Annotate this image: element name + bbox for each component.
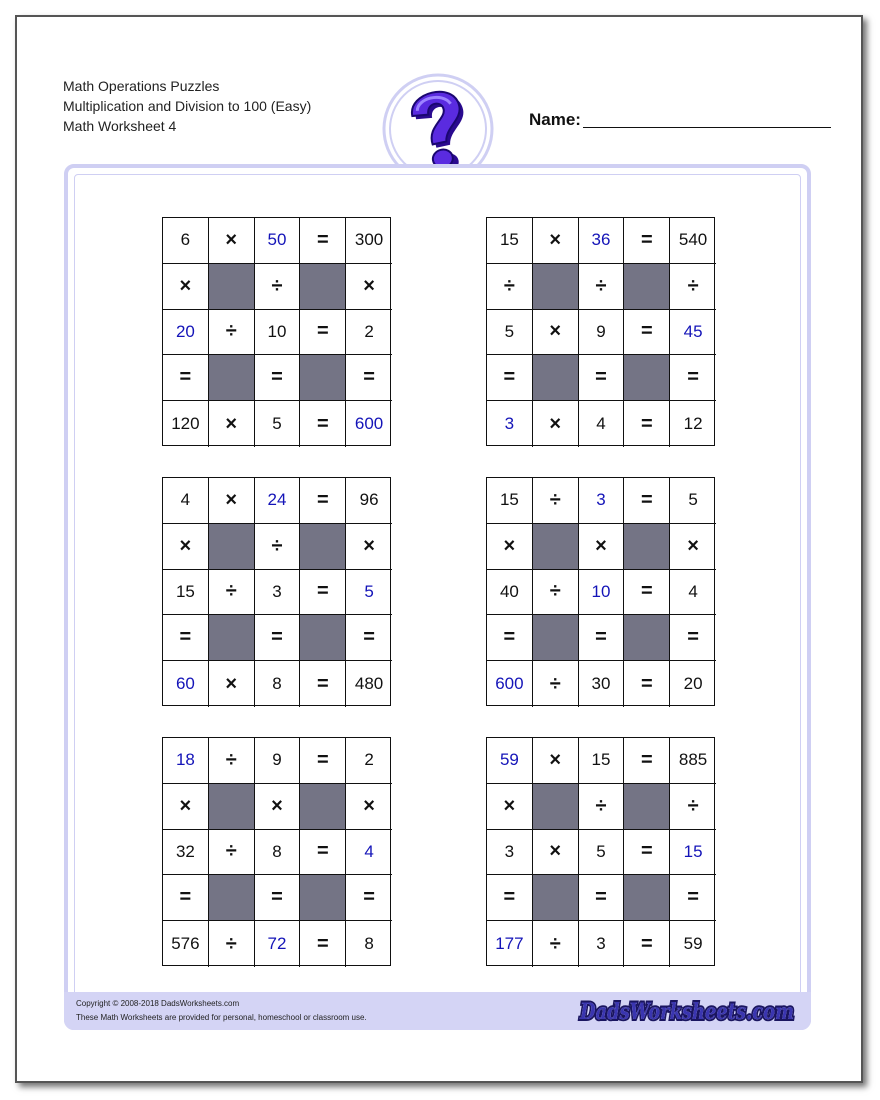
number-cell: 59 xyxy=(683,934,703,954)
shaded-cell xyxy=(533,615,579,661)
answer-cell: 15 xyxy=(670,830,716,876)
shaded-cell xyxy=(300,264,346,310)
operator-cell: × xyxy=(163,524,209,570)
operator-cell: × xyxy=(533,401,579,447)
number-cell: 9 xyxy=(255,738,301,784)
operator-cell: × xyxy=(255,784,301,830)
puzzle-grid-3 xyxy=(162,477,391,706)
shaded-cell xyxy=(533,264,579,310)
operator-cell: = xyxy=(624,738,670,784)
operator-cell: = xyxy=(487,875,533,921)
answer-cell: 18 xyxy=(163,738,209,784)
operator-cell: × xyxy=(209,401,255,447)
shaded-cell xyxy=(624,784,670,830)
operator-cell: = xyxy=(624,478,670,524)
operator-cell: × xyxy=(209,478,255,524)
operator-cell: = xyxy=(670,615,716,661)
number-cell: 15 xyxy=(487,478,533,524)
operator-cell: = xyxy=(300,310,346,356)
shaded-cell xyxy=(624,615,670,661)
number-cell: 12 xyxy=(683,414,703,434)
answer-cell: 50 xyxy=(255,218,301,264)
number-cell: 10 xyxy=(255,310,301,356)
number-cell: 8 xyxy=(255,830,301,876)
number-cell: 540 xyxy=(670,218,716,264)
number-cell: 8 xyxy=(364,934,374,954)
puzzle-grid-2 xyxy=(486,217,715,446)
operator-cell: = xyxy=(300,661,346,707)
operator-cell: ÷ xyxy=(533,478,579,524)
operator-cell: = xyxy=(624,401,670,447)
answer-cell: 60 xyxy=(163,661,209,707)
name-label: Name: xyxy=(529,110,581,129)
number-cell: 300 xyxy=(346,218,392,264)
number-cell: 32 xyxy=(163,830,209,876)
answer-cell: 10 xyxy=(579,570,625,616)
name-field[interactable] xyxy=(583,127,831,128)
operator-cell: = xyxy=(255,875,301,921)
operator-cell: = xyxy=(163,875,209,921)
operator-cell: = xyxy=(163,615,209,661)
answer-cell: 59 xyxy=(487,738,533,784)
number-cell: 30 xyxy=(579,661,625,707)
number-cell: 5 xyxy=(255,401,301,447)
number-cell: 5 xyxy=(579,830,625,876)
operator-cell: = xyxy=(163,355,209,401)
worksheet-title: Math Operations Puzzles xyxy=(63,78,220,94)
number-cell: 5 xyxy=(487,310,533,356)
shaded-cell xyxy=(300,524,346,570)
shaded-cell xyxy=(209,524,255,570)
number-cell: 40 xyxy=(487,570,533,616)
answer-cell: 45 xyxy=(670,310,716,356)
shaded-cell xyxy=(624,524,670,570)
shaded-cell xyxy=(533,875,579,921)
answer-cell: 3 xyxy=(579,478,625,524)
number-cell: 4 xyxy=(163,478,209,524)
operator-cell: ÷ xyxy=(209,921,255,967)
svg-text:DadsWorksheets.com: DadsWorksheets.com xyxy=(579,999,794,1025)
answer-cell: 5 xyxy=(346,570,392,616)
number-cell: 20 xyxy=(683,674,703,694)
operator-cell: ÷ xyxy=(209,570,255,616)
svg-text:DadsWorksheets.com: DadsWorksheets.com xyxy=(579,999,794,1025)
operator-cell: = xyxy=(300,738,346,784)
puzzle-grid-6 xyxy=(486,737,715,966)
number-cell: 15 xyxy=(163,570,209,616)
operator-cell: ÷ xyxy=(487,264,533,310)
operator-cell: × xyxy=(533,830,579,876)
shaded-cell xyxy=(624,264,670,310)
answer-cell: 4 xyxy=(346,830,392,876)
operator-cell: ÷ xyxy=(670,784,716,830)
operator-cell: = xyxy=(579,875,625,921)
operator-cell: × xyxy=(346,524,392,570)
operator-cell: ÷ xyxy=(209,738,255,784)
shaded-cell xyxy=(533,524,579,570)
number-cell: 4 xyxy=(579,401,625,447)
shaded-cell xyxy=(300,875,346,921)
number-cell: 3 xyxy=(487,830,533,876)
number-cell: 15 xyxy=(579,738,625,784)
operator-cell: × xyxy=(346,784,392,830)
operator-cell: ÷ xyxy=(533,661,579,707)
answer-cell: 177 xyxy=(487,921,533,967)
operator-cell: = xyxy=(300,478,346,524)
operator-cell: = xyxy=(624,310,670,356)
shaded-cell xyxy=(209,355,255,401)
number-cell: 6 xyxy=(163,218,209,264)
shaded-cell xyxy=(209,875,255,921)
operator-cell: ÷ xyxy=(533,921,579,967)
number-cell: 3 xyxy=(255,570,301,616)
dadsworksheets-logo xyxy=(574,994,800,1028)
copyright-text: Copyright © 2008-2018 DadsWorksheets.com xyxy=(76,999,240,1008)
worksheet-subtitle: Multiplication and Division to 100 (Easy) xyxy=(63,98,312,114)
number-cell: 2 xyxy=(346,310,392,356)
shaded-cell xyxy=(300,784,346,830)
number-cell: 576 xyxy=(163,921,209,967)
operator-cell: = xyxy=(670,355,716,401)
shaded-cell xyxy=(533,355,579,401)
operator-cell: × xyxy=(487,524,533,570)
operator-cell: = xyxy=(487,615,533,661)
operator-cell: = xyxy=(300,401,346,447)
puzzle-grid-5 xyxy=(162,737,391,966)
shaded-cell xyxy=(300,355,346,401)
number-cell: 120 xyxy=(163,401,209,447)
shaded-cell xyxy=(209,264,255,310)
operator-cell: = xyxy=(624,570,670,616)
number-cell: 8 xyxy=(255,661,301,707)
operator-cell: × xyxy=(346,264,392,310)
answer-cell: 20 xyxy=(163,310,209,356)
answer-cell: 600 xyxy=(354,414,384,434)
answer-cell: 24 xyxy=(255,478,301,524)
operator-cell: × xyxy=(533,738,579,784)
operator-cell: ÷ xyxy=(209,310,255,356)
number-cell: 2 xyxy=(346,738,392,784)
operator-cell: ÷ xyxy=(255,264,301,310)
operator-cell: = xyxy=(346,875,392,921)
operator-cell: = xyxy=(346,355,392,401)
operator-cell: × xyxy=(670,524,716,570)
shaded-cell xyxy=(624,875,670,921)
puzzle-grid-4 xyxy=(486,477,715,706)
operator-cell: = xyxy=(300,830,346,876)
operator-cell: ÷ xyxy=(533,570,579,616)
operator-cell: = xyxy=(300,218,346,264)
number-cell: 15 xyxy=(487,218,533,264)
operator-cell: = xyxy=(487,355,533,401)
number-cell: 3 xyxy=(579,921,625,967)
answer-cell: 72 xyxy=(255,921,301,967)
operator-cell: = xyxy=(624,218,670,264)
operator-cell: × xyxy=(579,524,625,570)
operator-cell: ÷ xyxy=(209,830,255,876)
shaded-cell xyxy=(209,784,255,830)
answer-cell: 600 xyxy=(487,661,533,707)
operator-cell: × xyxy=(533,218,579,264)
operator-cell: = xyxy=(624,661,670,707)
number-cell: 5 xyxy=(670,478,716,524)
usage-notice: These Math Worksheets are provided for personal, homeschool or classroom use. xyxy=(76,1013,367,1022)
operator-cell: × xyxy=(487,784,533,830)
operator-cell: × xyxy=(209,661,255,707)
operator-cell: = xyxy=(300,570,346,616)
shaded-cell xyxy=(300,615,346,661)
operator-cell: = xyxy=(624,830,670,876)
operator-cell: = xyxy=(300,921,346,967)
operator-cell: × xyxy=(209,218,255,264)
shaded-cell xyxy=(624,355,670,401)
number-cell: 96 xyxy=(346,478,392,524)
number-cell: 9 xyxy=(579,310,625,356)
operator-cell: ÷ xyxy=(670,264,716,310)
operator-cell: = xyxy=(346,615,392,661)
worksheet-number: Math Worksheet 4 xyxy=(63,118,177,134)
operator-cell: ÷ xyxy=(579,264,625,310)
operator-cell: = xyxy=(670,875,716,921)
number-cell: 480 xyxy=(354,674,384,694)
shaded-cell xyxy=(533,784,579,830)
operator-cell: ÷ xyxy=(579,784,625,830)
operator-cell: × xyxy=(163,264,209,310)
number-cell: 885 xyxy=(670,738,716,784)
operator-cell: × xyxy=(163,784,209,830)
number-cell: 4 xyxy=(670,570,716,616)
operator-cell: × xyxy=(533,310,579,356)
operator-cell: = xyxy=(255,615,301,661)
shaded-cell xyxy=(209,615,255,661)
operator-cell: = xyxy=(579,355,625,401)
operator-cell: = xyxy=(255,355,301,401)
answer-cell: 3 xyxy=(487,401,533,447)
puzzle-grid-1 xyxy=(162,217,391,446)
operator-cell: = xyxy=(579,615,625,661)
answer-cell: 36 xyxy=(579,218,625,264)
operator-cell: ÷ xyxy=(255,524,301,570)
operator-cell: = xyxy=(624,921,670,967)
